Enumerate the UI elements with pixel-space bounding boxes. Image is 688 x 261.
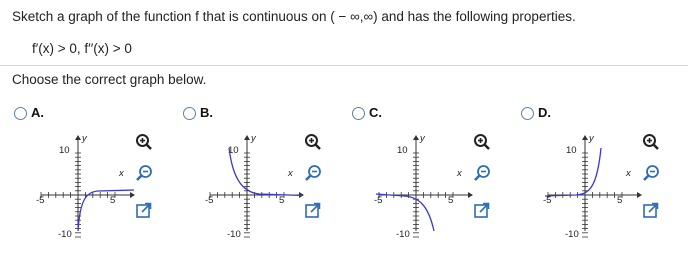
option-c[interactable] bbox=[352, 100, 502, 250]
option-c-label: C. bbox=[369, 105, 382, 120]
function-properties: f′(x) > 0, f′′(x) > 0 bbox=[32, 41, 132, 56]
x-min-label: -5 bbox=[36, 195, 45, 206]
zoom-in-button[interactable] bbox=[135, 133, 153, 151]
option-d-axes bbox=[548, 135, 642, 237]
option-a[interactable] bbox=[14, 100, 164, 250]
y-max-label: 10 bbox=[397, 145, 408, 156]
zoom-out-icon bbox=[135, 164, 153, 182]
enlarge-icon bbox=[135, 201, 153, 219]
x-max-label: 5 bbox=[279, 195, 285, 206]
x-axis-label: x bbox=[626, 168, 631, 179]
y-axis-label: y bbox=[251, 133, 256, 144]
option-b-axes bbox=[210, 135, 304, 237]
x-axis-label: x bbox=[457, 168, 462, 179]
option-a-axes bbox=[41, 135, 135, 237]
option-d-graph bbox=[521, 100, 646, 240]
y-axis-label: y bbox=[420, 133, 425, 144]
option-a-graph bbox=[14, 100, 139, 240]
zoom-out-icon bbox=[473, 164, 491, 182]
x-max-label: 5 bbox=[448, 195, 454, 206]
x-min-label: -5 bbox=[543, 195, 552, 206]
zoom-in-button[interactable] bbox=[473, 133, 491, 151]
zoom-in-button[interactable] bbox=[642, 133, 660, 151]
x-max-label: 5 bbox=[110, 195, 116, 206]
zoom-in-button[interactable] bbox=[304, 133, 322, 151]
option-a-label: A. bbox=[31, 105, 44, 120]
choose-instruction: Choose the correct graph below. bbox=[12, 72, 207, 87]
zoom-out-icon bbox=[304, 164, 322, 182]
enlarge-button[interactable] bbox=[473, 201, 491, 219]
enlarge-button[interactable] bbox=[642, 201, 660, 219]
y-max-label: 10 bbox=[228, 145, 239, 156]
y-axis-label: y bbox=[589, 133, 594, 144]
enlarge-button[interactable] bbox=[135, 201, 153, 219]
option-b-label: B. bbox=[200, 105, 213, 120]
y-min-label: -10 bbox=[58, 229, 72, 240]
question-prompt: Sketch a graph of the function f that is continuous on ( − ∞,∞) and has the following properties. bbox=[12, 9, 576, 24]
zoom-in-icon bbox=[473, 133, 491, 151]
zoom-out-button[interactable] bbox=[473, 164, 491, 182]
option-d-label: D. bbox=[538, 105, 551, 120]
option-c-curve bbox=[376, 194, 434, 231]
zoom-out-button[interactable] bbox=[642, 164, 660, 182]
zoom-out-button[interactable] bbox=[135, 164, 153, 182]
y-max-label: 10 bbox=[59, 145, 70, 156]
y-min-label: -10 bbox=[396, 229, 410, 240]
y-axis-label: y bbox=[82, 133, 87, 144]
zoom-out-icon bbox=[642, 164, 660, 182]
y-min-label: -10 bbox=[565, 229, 579, 240]
y-min-label: -10 bbox=[227, 229, 241, 240]
x-min-label: -5 bbox=[205, 195, 214, 206]
option-c-axes bbox=[379, 135, 473, 237]
enlarge-icon bbox=[304, 201, 322, 219]
option-d[interactable] bbox=[521, 100, 671, 250]
x-max-label: 5 bbox=[617, 195, 623, 206]
y-max-label: 10 bbox=[566, 145, 577, 156]
x-axis-label: x bbox=[288, 168, 293, 179]
enlarge-button[interactable] bbox=[304, 201, 322, 219]
divider bbox=[0, 65, 688, 66]
enlarge-icon bbox=[642, 201, 660, 219]
enlarge-icon bbox=[473, 201, 491, 219]
zoom-in-icon bbox=[135, 133, 153, 151]
x-axis-label: x bbox=[119, 168, 124, 179]
zoom-out-button[interactable] bbox=[304, 164, 322, 182]
option-b-graph bbox=[183, 100, 308, 240]
option-b[interactable] bbox=[183, 100, 333, 250]
zoom-in-icon bbox=[642, 133, 660, 151]
option-a-curve bbox=[78, 190, 134, 231]
option-c-graph bbox=[352, 100, 477, 240]
x-min-label: -5 bbox=[374, 195, 383, 206]
zoom-in-icon bbox=[304, 133, 322, 151]
